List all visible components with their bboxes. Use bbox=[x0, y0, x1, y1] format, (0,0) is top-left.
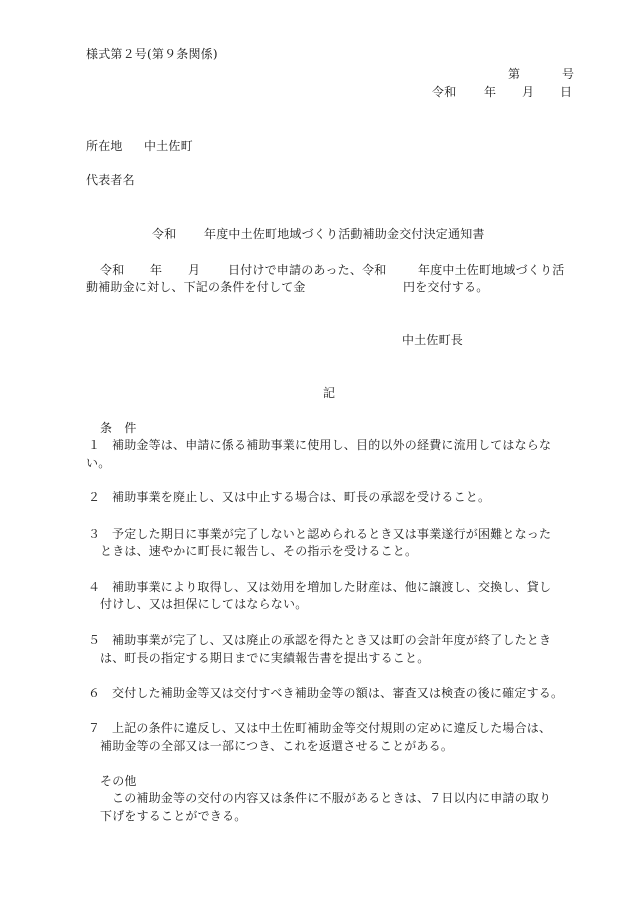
conditions-heading: 条 件 bbox=[100, 421, 137, 435]
condition-3-line1: 予定した期日に事業が完了しないと認められるとき又は事業遂行が困難となった bbox=[112, 527, 552, 541]
condition-4-num: ４ bbox=[88, 580, 101, 594]
date-year: 年 bbox=[484, 85, 497, 99]
condition-1-line1: 補助金等は、申請に係る補助事業に使用し、目的以外の経費に流用してはならな bbox=[112, 438, 552, 452]
doc-number-go: 号 bbox=[562, 67, 575, 81]
body-year: 年 bbox=[150, 263, 163, 277]
condition-4-line1: 補助事業により取得し、又は効用を増加した財産は、他に譲渡し、交換し、貸し bbox=[112, 580, 552, 594]
signatory: 中土佐町長 bbox=[402, 333, 464, 347]
condition-5-num: ５ bbox=[88, 633, 101, 647]
other-line2: 下げをすることができる。 bbox=[100, 809, 247, 823]
body-part1: 日付けで申請のあった、令和 bbox=[228, 263, 387, 277]
condition-5-line2: は、町長の指定する期日までに実績報告書を提出すること。 bbox=[100, 651, 430, 665]
condition-2-line1: 補助事業を廃止し、又は中止する場合は、町長の承認を受けること。 bbox=[112, 490, 491, 504]
condition-1-num: １ bbox=[88, 438, 101, 452]
condition-3-line2: ときは、速やかに町長に報告し、その指示を受けること。 bbox=[100, 544, 418, 558]
body-era: 令和 bbox=[100, 263, 125, 277]
representative-label: 代表者名 bbox=[86, 173, 135, 187]
body-part2: 年度中土佐町地域づくり活 bbox=[418, 263, 565, 277]
condition-1-line2: い。 bbox=[86, 456, 111, 470]
page-title: 年度中土佐町地域づくり活動補助金交付決定通知書 bbox=[204, 227, 485, 241]
other-heading: その他 bbox=[100, 774, 137, 788]
address-label: 所在地 bbox=[86, 139, 123, 153]
other-line1: この補助金等の交付の内容又は条件に不服があるときは、７日以内に申請の取り bbox=[112, 791, 552, 805]
condition-7-num: ７ bbox=[88, 721, 101, 735]
body-line2a: 動補助金に対し、下記の条件を付して金 bbox=[86, 280, 306, 294]
condition-7-line1: 上記の条件に違反し、又は中土佐町補助金等交付規則の定めに違反した場合は、 bbox=[112, 721, 552, 735]
body-month: 月 bbox=[188, 263, 201, 277]
body-line2b: 円を交付する。 bbox=[403, 280, 489, 294]
title-era: 令和 bbox=[152, 227, 177, 241]
condition-3-num: ３ bbox=[88, 527, 101, 541]
condition-7-line2: 補助金等の全部又は一部につき、これを返還させることがある。 bbox=[100, 739, 454, 753]
date-era: 令和 bbox=[432, 85, 457, 99]
condition-4-line2: 付けし、又は担保にしてはならない。 bbox=[100, 597, 308, 611]
condition-6-num: ６ bbox=[88, 686, 101, 700]
condition-5-line1: 補助事業が完了し、又は廃止の承認を得たとき又は町の会計年度が終了したとき bbox=[112, 633, 552, 647]
condition-6-line1: 交付した補助金等又は交付すべき補助金等の額は、審査又は検査の後に確定する。 bbox=[112, 686, 564, 700]
address-value: 中土佐町 bbox=[144, 139, 193, 153]
doc-number-dai: 第 bbox=[508, 67, 521, 81]
date-month: 月 bbox=[522, 85, 535, 99]
ki-heading: 記 bbox=[323, 386, 336, 400]
date-day: 日 bbox=[560, 85, 573, 99]
form-label: 様式第２号(第９条関係) bbox=[86, 47, 218, 61]
condition-2-num: ２ bbox=[88, 490, 101, 504]
